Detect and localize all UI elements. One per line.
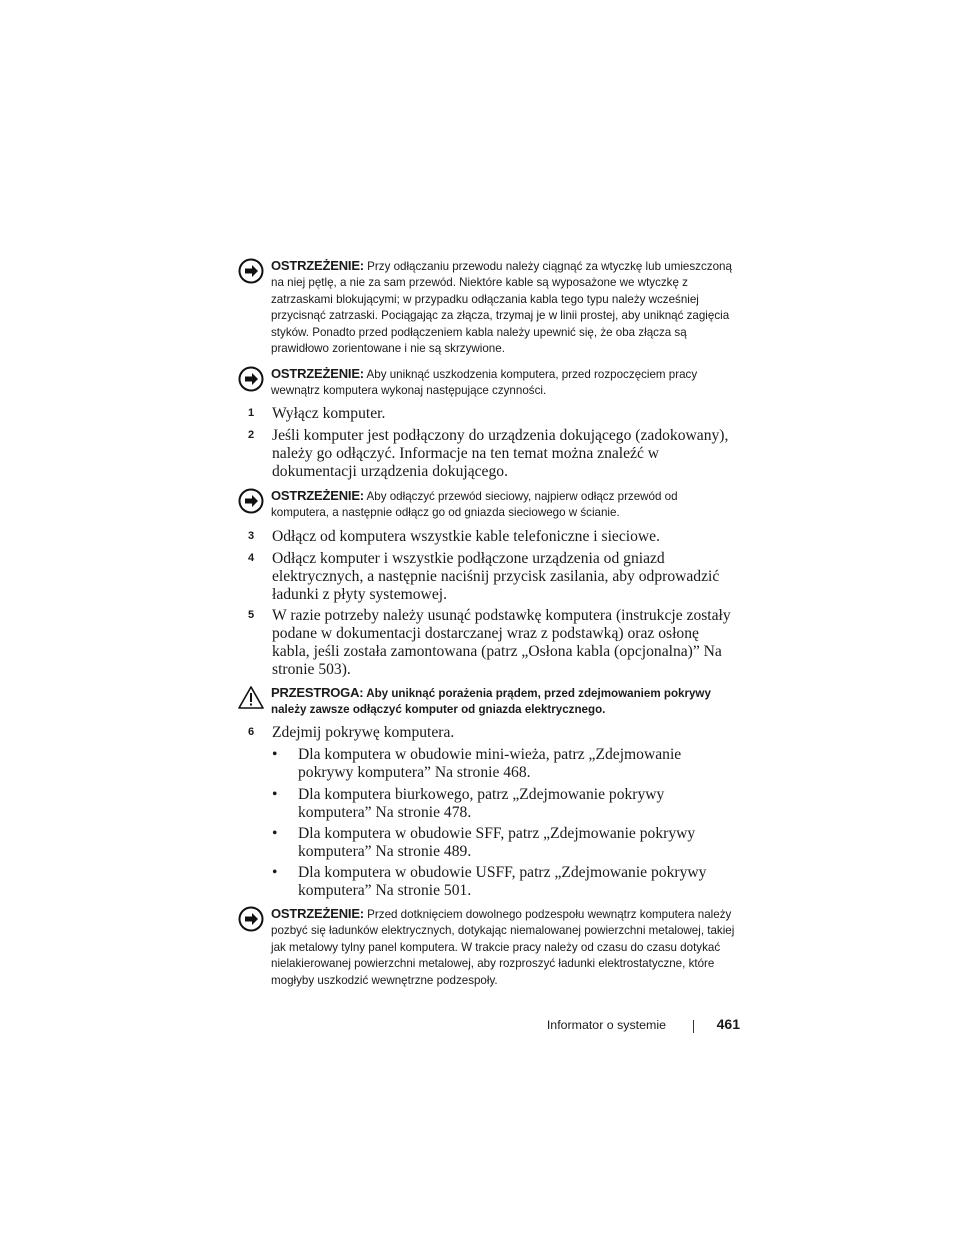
- caution-text: [271, 685, 738, 719]
- notice-label: OSTRZEŻENIE:: [271, 258, 364, 273]
- notice-icon: [238, 906, 264, 932]
- notice-body: Przed dotknięciem dowolnego podzespołu wewnątrz komputera należy pozbyć się ładunków elektrycznych, dotykając niemalowanej powierzchni metalowej, takiej jak metalowy tylny panel komputera. W trakcie pracy należy od czasu do czasu dotykać nielakierowanej powierzchni metalowej, aby rozproszyć ładunki elektrostatyczne, które mogłyby uszkodzić wewnętrzne podzespoły.: [271, 908, 735, 987]
- notice-body: Aby uniknąć uszkodzenia komputera, przed rozpoczęciem pracy wewnątrz komputera wykonaj następujące czynności.: [271, 368, 698, 398]
- caution-label: PRZESTROGA:: [271, 685, 364, 700]
- bullet-symbol: •: [272, 786, 278, 803]
- notice-icon: [238, 366, 264, 392]
- step-text: Zdejmij pokrywę komputera.: [272, 724, 455, 741]
- notice-text: [271, 258, 738, 357]
- bullet-symbol: •: [272, 864, 278, 881]
- step-number: 6: [248, 726, 255, 738]
- step-number: 5: [248, 609, 255, 621]
- step-text: Odłącz komputer i wszystkie podłączone urządzenia od gniazd elektrycznych, a następnie naciśnij przycisk zasilania, aby odprowadzić ładunki z płyty systemowej.: [272, 550, 720, 603]
- bullet-text: Dla komputera biurkowego, patrz „Zdejmowanie pokrywy komputera” Na stronie 478.: [298, 786, 665, 821]
- notice-text: [271, 906, 738, 989]
- notice-body: Przy odłączaniu przewodu należy ciągnąć za wtyczkę lub umieszczoną na niej pętlę, a nie za sam przewód. Niektóre kable są wyposażone we wtyczkę z zatrzaskami blokującymi; w przypadku odłączania kabla tego typu należy wcześniej przycisnąć zatrzaski. Pociągając za złącza, trzymaj je w linii prostej, aby uniknąć zagięcia styków. Ponadto przed podłączeniem kabla należy upewnić się, że oba złącza są prawidłowo zorientowane i nie są skrzywione.: [271, 260, 732, 356]
- step-text: Odłącz od komputera wszystkie kable telefoniczne i sieciowe.: [272, 528, 660, 545]
- step-number: 4: [248, 552, 255, 564]
- caution-triangle-icon: [238, 685, 264, 711]
- footer-title: Informator o systemie: [546, 1018, 666, 1032]
- step-text: Jeśli komputer jest podłączony do urządzenia dokującego (zadokowany), należy go odłączyć. Informacje na ten temat można znaleźć w dokumentacji urządzenia dokującego.: [272, 427, 729, 480]
- step-number: 2: [248, 429, 255, 441]
- notice-label: OSTRZEŻENIE:: [271, 488, 364, 503]
- page-footer: [500, 1016, 740, 1036]
- page-number: 461: [716, 1016, 740, 1032]
- notice-icon: [238, 258, 264, 284]
- bullet-symbol: •: [272, 825, 278, 842]
- step-number: 3: [248, 530, 255, 542]
- notice-icon: [238, 488, 264, 514]
- bullet-text: Dla komputera w obudowie SFF, patrz „Zdejmowanie pokrywy komputera” Na stronie 489.: [298, 825, 696, 860]
- notice-text: [271, 366, 738, 400]
- notice-label: OSTRZEŻENIE:: [271, 906, 364, 921]
- step-text: W razie potrzeby należy usunąć podstawkę komputera (instrukcje zostały podane w dokumentacji dostarczanej wraz z podstawką) oraz osłonę kabla, jeśli została zamontowana (patrz „Osłona kabla (opcjonalna)” Na stronie 503).: [272, 607, 731, 678]
- notice-body: Aby odłączyć przewód sieciowy, najpierw odłącz przewód od komputera, a następnie odłącz go od gniazda sieciowego w ścianie.: [271, 490, 678, 520]
- footer-separator: [693, 1020, 694, 1033]
- step-text: Wyłącz komputer.: [272, 405, 386, 422]
- bullet-text: Dla komputera w obudowie mini-wieża, patrz „Zdejmowanie pokrywy komputera” Na stronie 468.: [298, 746, 682, 781]
- caution-body: Aby uniknąć porażenia prądem, przed zdejmowaniem pokrywy należy zawsze odłączyć komputer od gniazda elektrycznego.: [271, 687, 711, 717]
- step-number: 1: [248, 407, 255, 419]
- notice-text: [271, 488, 738, 522]
- bullet-text: Dla komputera w obudowie USFF, patrz „Zdejmowanie pokrywy komputera” Na stronie 501.: [298, 864, 707, 899]
- bullet-symbol: •: [272, 746, 278, 763]
- notice-label: OSTRZEŻENIE:: [271, 366, 364, 381]
